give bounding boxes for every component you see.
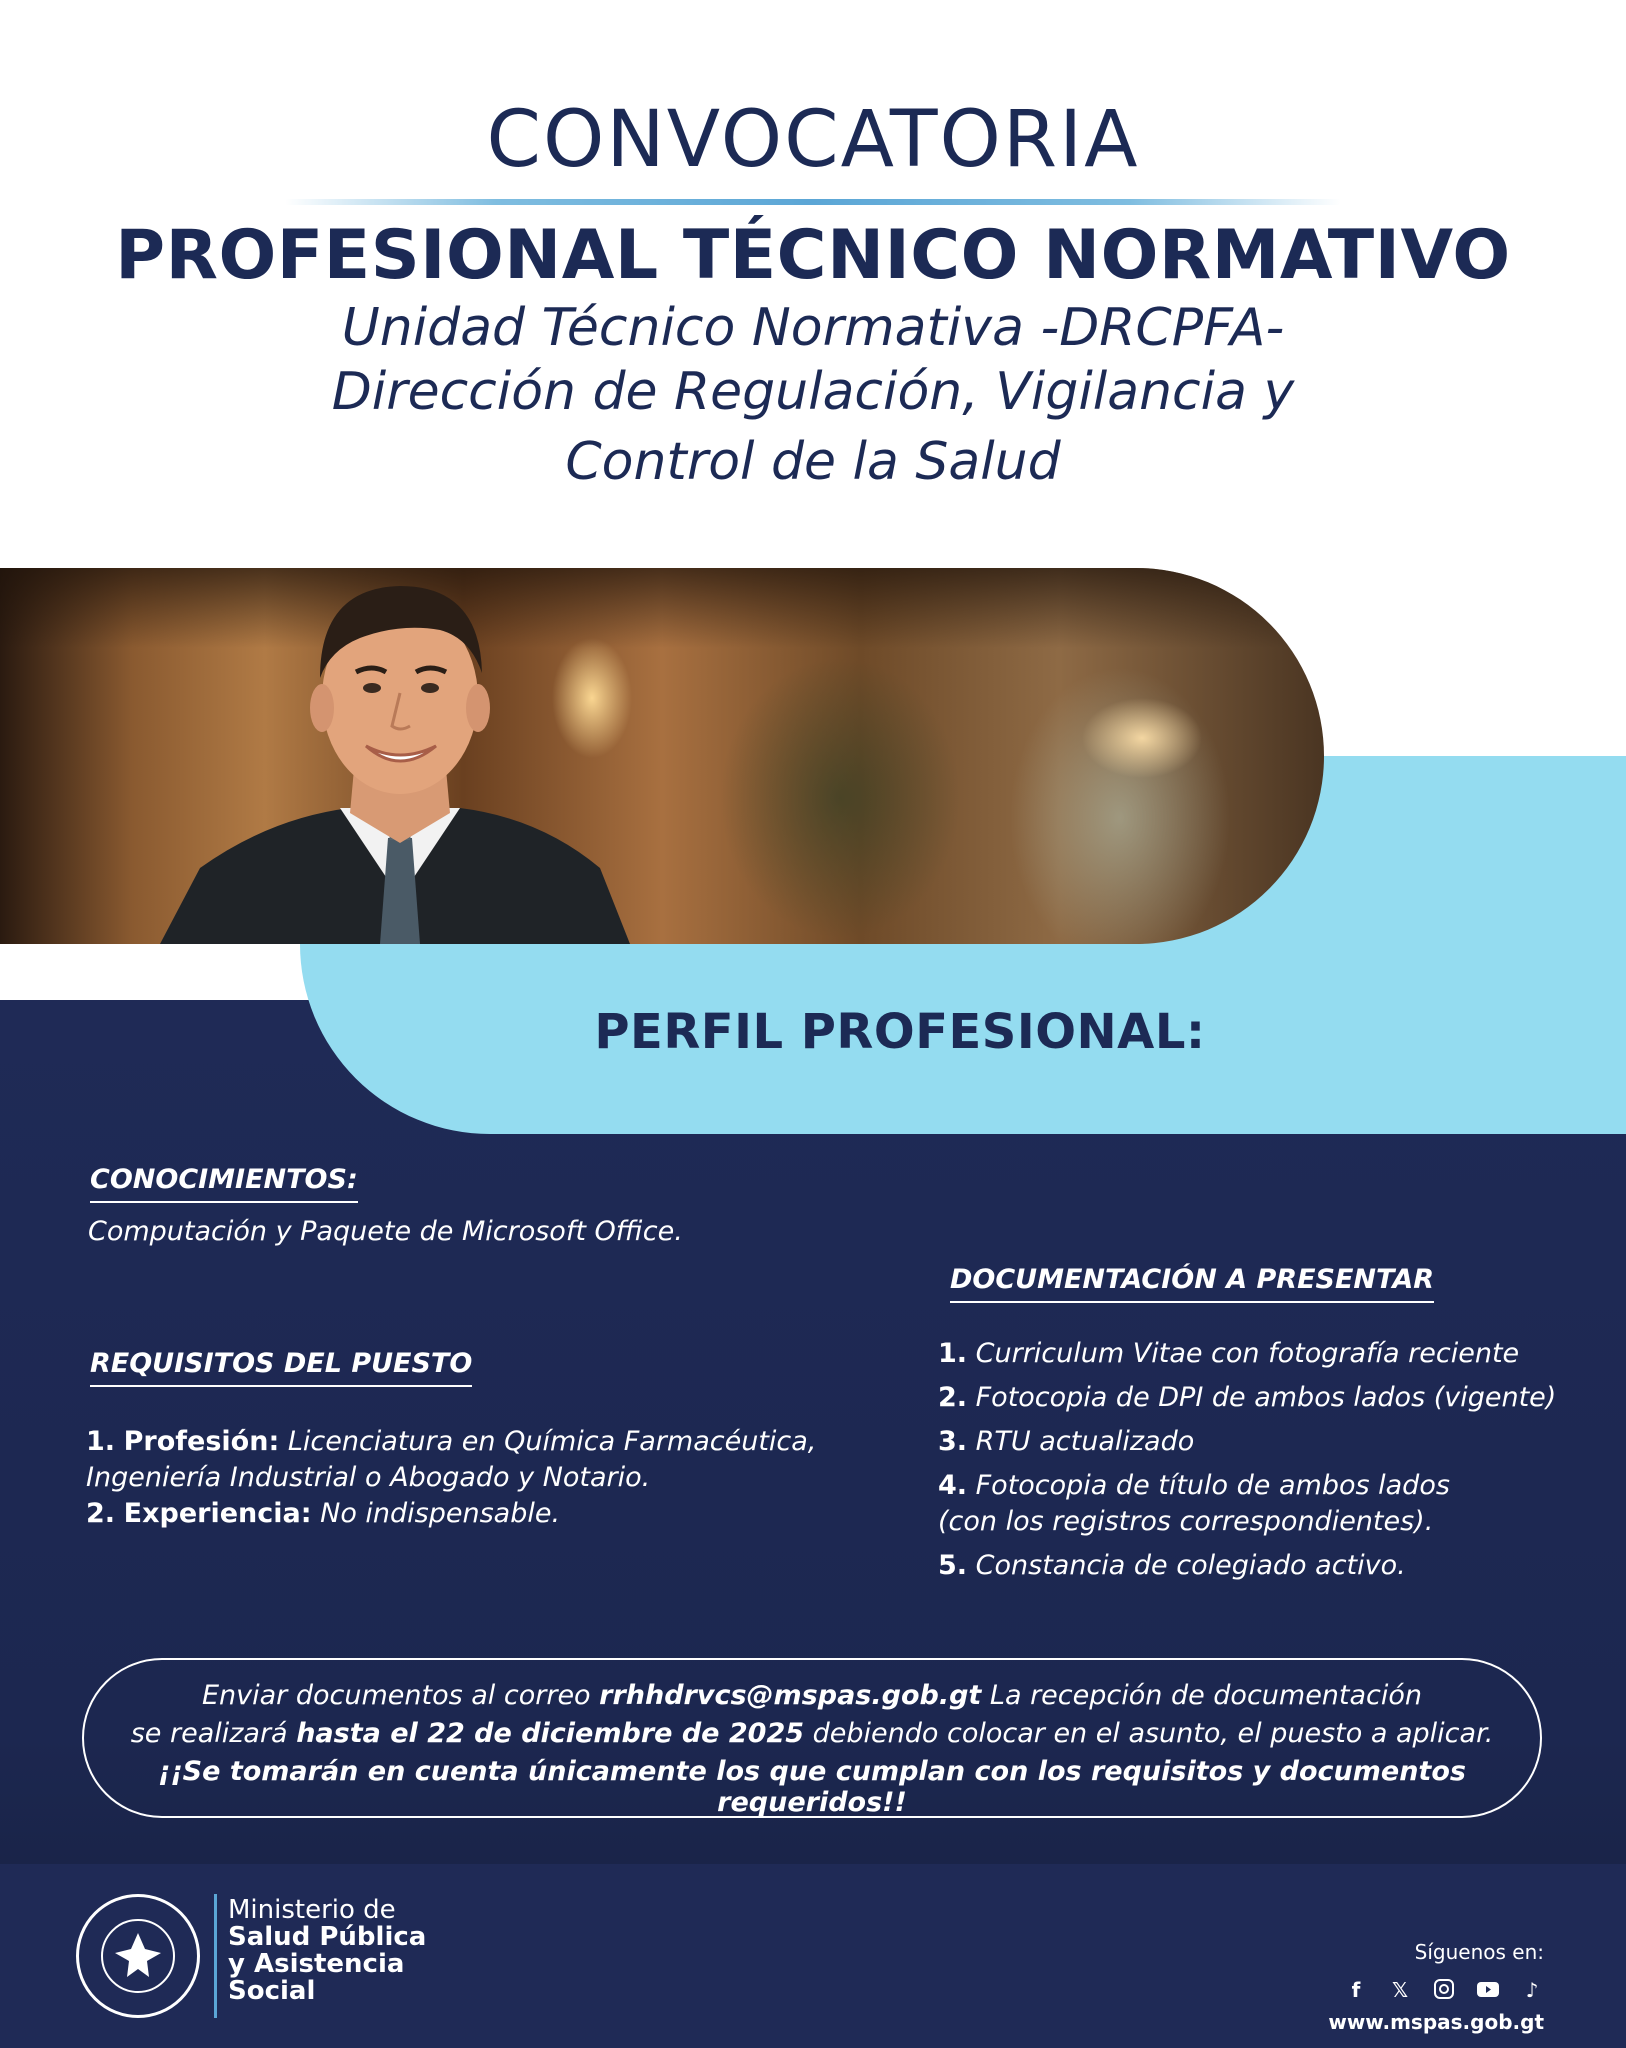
list-item	[938, 1468, 1598, 1540]
footer	[0, 1864, 1626, 2048]
white-strip	[0, 944, 310, 1000]
guatemala-seal-logo	[76, 1894, 200, 2018]
instagram-icon[interactable]	[1432, 1978, 1456, 2002]
ministry-line: Ministerio de	[228, 1895, 396, 1925]
item-number: 4.	[938, 1470, 968, 1501]
notice-text: Enviar documentos al correo	[201, 1680, 600, 1711]
item-text-cont: (con los registros correspondientes).	[938, 1506, 1434, 1537]
list-item	[938, 1548, 1598, 1584]
seal-emblem-icon	[79, 1897, 197, 2015]
item-value: Licenciatura en Química Farmacéutica,	[287, 1426, 817, 1457]
item-label: Experiencia:	[123, 1498, 312, 1529]
documentacion-heading: DOCUMENTACIÓN A PRESENTAR	[950, 1264, 1434, 1303]
list-item	[938, 1336, 1598, 1372]
notice-line2	[84, 1718, 1540, 1749]
ministry-logo-text	[228, 1896, 426, 2005]
website-link[interactable]: www.mspas.gob.gt	[1328, 2010, 1544, 2034]
convocatoria-title: CONVOCATORIA	[486, 95, 1140, 185]
notice-text: debiendo colocar en el asunto, el puesto a aplicar.	[804, 1718, 1494, 1749]
item-label: Profesión:	[123, 1426, 280, 1457]
item-number: 2.	[938, 1382, 968, 1413]
tiktok-icon[interactable]: ♪	[1525, 1978, 1539, 2002]
deadline: hasta el 22 de diciembre de 2025	[296, 1718, 805, 1749]
facebook-icon[interactable]: f	[1351, 1978, 1361, 2002]
conocimientos-heading: CONOCIMIENTOS:	[90, 1164, 358, 1203]
professional-portrait-image	[160, 568, 640, 944]
notice-warning: ¡¡Se tomarán en cuenta únicamente los que cumplan con los requisitos y documentos requeridos!!	[158, 1756, 1466, 1818]
hero-photo	[0, 568, 1324, 944]
unit-subtitle: Unidad Técnico Normativa -DRCPFA-	[341, 298, 1285, 358]
position-title: PROFESIONAL TÉCNICO NORMATIVO	[115, 216, 1511, 295]
direction-subtitle-line1: Dirección de Regulación, Vigilancia y	[331, 362, 1295, 422]
social-links	[1344, 1978, 1544, 2002]
header	[0, 0, 1626, 560]
requisitos-heading: REQUISITOS DEL PUESTO	[90, 1348, 472, 1387]
email-link[interactable]: rrhhdrvcs@mspas.gob.gt	[599, 1680, 982, 1711]
item-number: 3.	[938, 1426, 968, 1457]
list-item	[938, 1380, 1598, 1416]
item-value: No indispensable.	[320, 1498, 561, 1529]
youtube-icon[interactable]	[1476, 1978, 1500, 2002]
item-number: 1.	[938, 1338, 968, 1369]
notice-text: La recepción de documentación	[981, 1680, 1423, 1711]
item-text: Curriculum Vitae con fotografía reciente	[975, 1338, 1520, 1369]
list-item	[86, 1424, 846, 1496]
ministry-line: y Asistencia	[228, 1949, 405, 1979]
list-item	[86, 1496, 846, 1532]
direction-subtitle-line2: Control de la Salud	[565, 432, 1061, 492]
footer-divider	[214, 1894, 217, 2018]
submission-notice	[82, 1658, 1542, 1818]
header-divider	[285, 199, 1341, 205]
requisitos-list	[86, 1424, 846, 1532]
notice-text: se realizará	[130, 1718, 297, 1749]
item-number: 2.	[86, 1498, 116, 1529]
ministry-line: Salud Pública	[228, 1922, 427, 1952]
item-value-cont: Ingeniería Industrial o Abogado y Notario.	[86, 1462, 651, 1493]
item-text: Fotocopia de DPI de ambos lados (vigente)	[975, 1382, 1557, 1413]
follow-label: Síguenos en:	[1414, 1940, 1544, 1964]
notice-line1	[84, 1680, 1540, 1711]
documentacion-list	[938, 1336, 1598, 1592]
ministry-line: Social	[228, 1976, 316, 2006]
conocimientos-text: Computación y Paquete de Microsoft Office.	[88, 1216, 683, 1247]
item-text: Fotocopia de título de ambos lados	[975, 1470, 1450, 1501]
perfil-heading: PERFIL PROFESIONAL:	[594, 1004, 1206, 1060]
item-text: RTU actualizado	[975, 1426, 1195, 1457]
item-number: 5.	[938, 1550, 968, 1581]
x-icon[interactable]: 𝕏	[1391, 1978, 1409, 2002]
item-number: 1.	[86, 1426, 116, 1457]
list-item	[938, 1424, 1598, 1460]
item-text: Constancia de colegiado activo.	[975, 1550, 1406, 1581]
